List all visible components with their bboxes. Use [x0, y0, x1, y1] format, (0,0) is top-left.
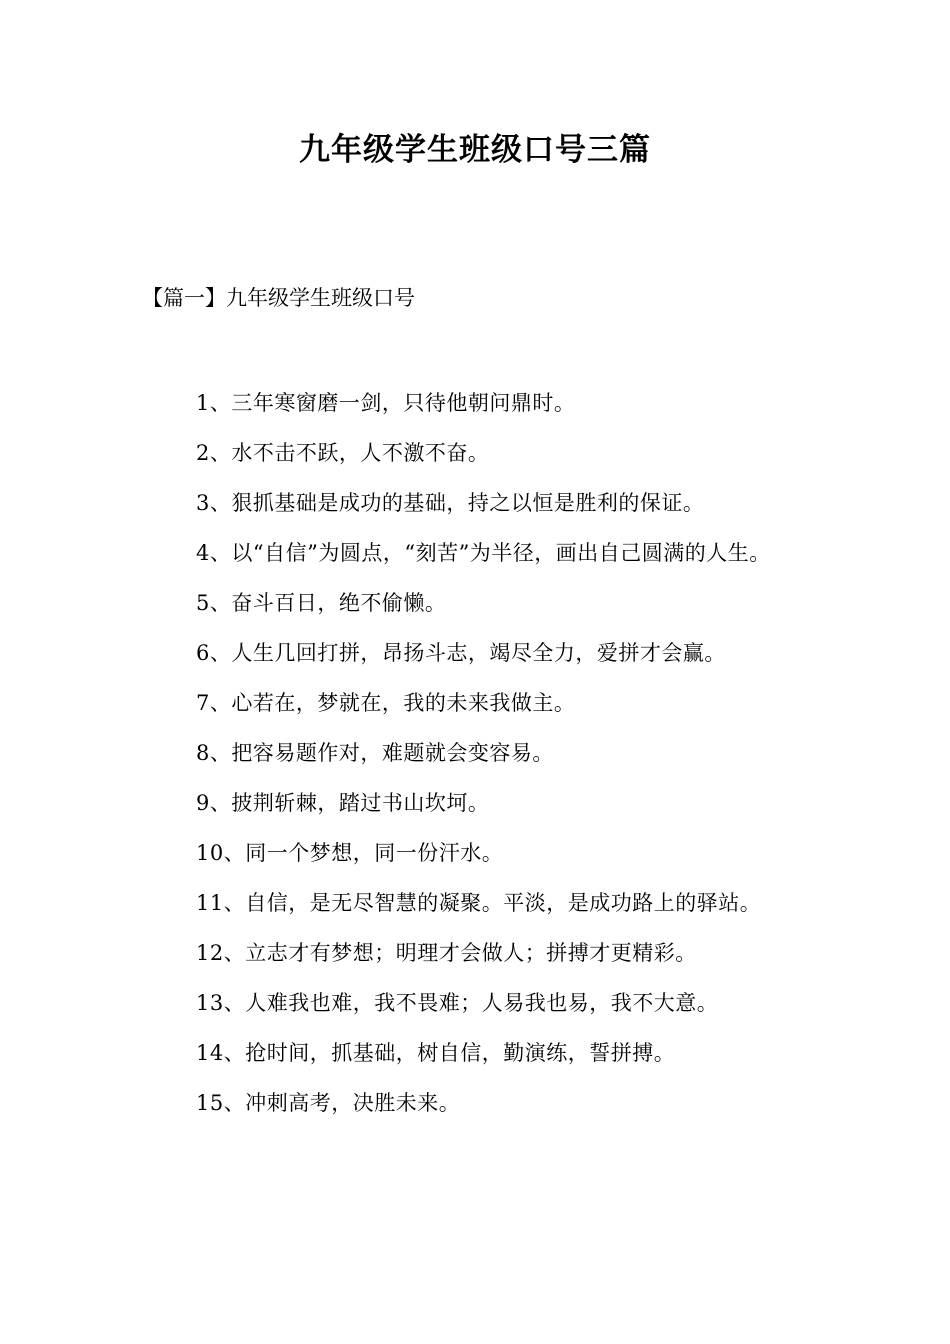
slogan-item: 12、立志才有梦想；明理才会做人；拼搏才更精彩。	[196, 941, 697, 965]
slogan-item: 8、把容易题作对，难题就会变容易。	[196, 741, 554, 765]
slogan-item: 2、水不击不跃，人不激不奋。	[196, 441, 490, 465]
slogan-item: 9、披荆斩棘，踏过书山坎坷。	[196, 791, 490, 815]
section-heading: 【篇一】九年级学生班级口号	[142, 286, 415, 310]
slogan-item: 7、心若在，梦就在，我的未来我做主。	[196, 691, 576, 715]
slogan-item: 4、以“自信”为圆点，“刻苦”为半径，画出自己圆满的人生。	[196, 541, 771, 565]
slogan-list	[146, 378, 810, 1128]
slogan-item: 11、自信，是无尽智慧的凝聚。平淡，是成功路上的驿站。	[196, 891, 762, 915]
slogan-item: 13、人难我也难，我不畏难；人易我也易，我不大意。	[196, 991, 719, 1015]
slogan-item: 5、奋斗百日，绝不偷懒。	[196, 591, 447, 615]
slogan-item: 10、同一个梦想，同一份汗水。	[196, 841, 504, 865]
slogan-item: 6、人生几回打拼，昂扬斗志，竭尽全力，爱拼才会赢。	[196, 641, 726, 665]
slogan-item: 14、抢时间，抓基础，树自信，勤演练，誓拼搏。	[196, 1041, 676, 1065]
slogan-item: 1、三年寒窗磨一剑，只待他朝问鼎时。	[196, 391, 576, 415]
slogan-item: 15、冲刺高考，决胜未来。	[196, 1091, 461, 1115]
slogan-item: 3、狠抓基础是成功的基础，持之以恒是胜利的保证。	[196, 491, 705, 515]
document-title: 九年级学生班级口号三篇	[299, 132, 651, 168]
